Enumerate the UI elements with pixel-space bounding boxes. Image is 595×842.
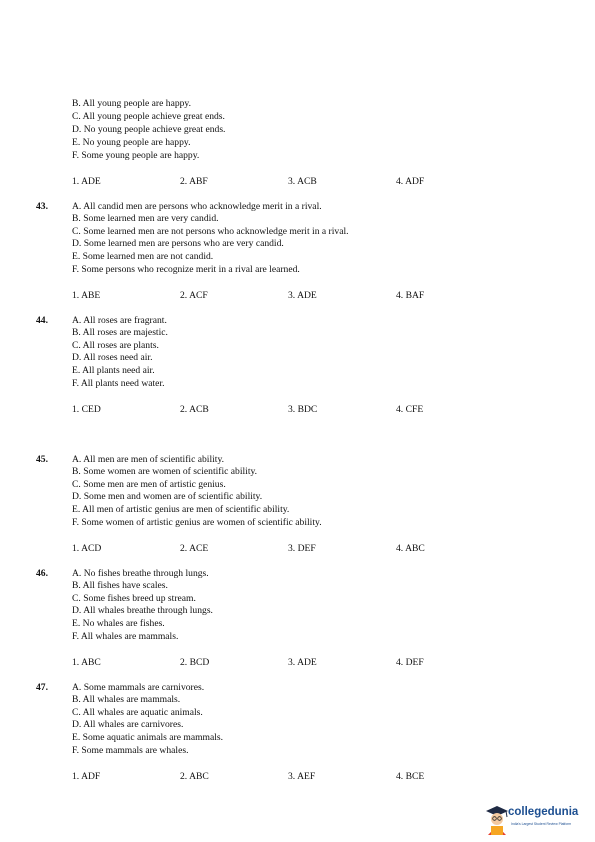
statement-e: E. No whales are fishes. (72, 618, 165, 629)
collegedunia-logo (484, 802, 592, 838)
statement-a: A. All men are men of scientific ability. (72, 454, 225, 465)
statement-c: C. All roses are plants. (72, 340, 159, 351)
statement-b: B. All roses are majestic. (72, 327, 168, 338)
option-1: 1. CED (72, 404, 101, 415)
statement-d: D. Some men and women are of scientific ability. (72, 491, 263, 502)
question-number: 43. (36, 201, 48, 212)
logo-tagline: India's Largest Student Review Platform (511, 822, 572, 826)
statement-f: F. Some young people are happy. (72, 150, 200, 161)
statement-c: C. Some fishes breed up stream. (72, 593, 196, 604)
option-1: 1. ABC (72, 657, 101, 668)
statement-b: B. Some learned men are very candid. (72, 213, 219, 224)
statement-d: D. All whales are carnivores. (72, 719, 184, 730)
option-4: 4. BCE (396, 771, 425, 782)
option-3: 3. DEF (288, 543, 316, 554)
option-1: 1. ADF (72, 771, 101, 782)
option-2: 2. ABF (180, 176, 208, 187)
statement-d: D. All whales breathe through lungs. (72, 605, 213, 616)
statement-b: B. Some women are women of scientific ability. (72, 466, 258, 477)
statement-a: A. All roses are fragrant. (72, 315, 167, 326)
option-2: 2. ACB (180, 404, 209, 415)
statement-e: E. No young people are happy. (72, 137, 191, 148)
option-3: 3. ACB (288, 176, 317, 187)
statement-f: F. All plants need water. (72, 378, 165, 389)
statement-a: A. All candid men are persons who acknowledge merit in a rival. (72, 201, 322, 212)
option-4: 4. DEF (396, 657, 424, 668)
option-1: 1. ACD (72, 543, 102, 554)
question-number: 46. (36, 568, 48, 579)
statement-c: C. Some learned men are not persons who acknowledge merit in a rival. (72, 226, 349, 237)
statement-a: A. No fishes breathe through lungs. (72, 568, 209, 579)
statement-f: F. Some mammals are whales. (72, 745, 189, 756)
option-2: 2. ACE (180, 543, 209, 554)
question-number: 47. (36, 682, 48, 693)
question-number: 45. (36, 454, 48, 465)
statement-f: F. Some women of artistic genius are women of scientific ability. (72, 517, 322, 528)
option-3: 3. BDC (288, 404, 318, 415)
statement-b: B. All whales are mammals. (72, 694, 181, 705)
statement-a: A. Some mammals are carnivores. (72, 682, 205, 693)
option-3: 3. ADE (288, 657, 317, 668)
option-2: 2. BCD (180, 657, 210, 668)
option-2: 2. ABC (180, 771, 209, 782)
statement-f: F. All whales are mammals. (72, 631, 179, 642)
statement-d: D. Some learned men are persons who are very candid. (72, 238, 284, 249)
option-1: 1. ADE (72, 176, 101, 187)
statement-e: E. All men of artistic genius are men of scientific ability. (72, 504, 290, 515)
option-4: 4. CFE (396, 404, 424, 415)
statement-f: F. Some persons who recognize merit in a rival are learned. (72, 264, 300, 275)
statement-e: E. All plants need air. (72, 365, 155, 376)
statement-d: D. No young people achieve great ends. (72, 124, 226, 135)
statement-b: B. All fishes have scales. (72, 580, 168, 591)
option-3: 3. AEF (288, 771, 316, 782)
option-4: 4. BAF (396, 290, 425, 301)
statement-e: E. Some learned men are not candid. (72, 251, 214, 262)
statement-b: B. All young people are happy. (72, 98, 192, 109)
statement-c: C. All whales are aquatic animals. (72, 707, 203, 718)
option-3: 3. ADE (288, 290, 317, 301)
logo-name: collegedunia (508, 806, 579, 818)
statement-e: E. Some aquatic animals are mammals. (72, 732, 224, 743)
option-2: 2. ACF (180, 290, 208, 301)
option-4: 4. ADF (396, 176, 425, 187)
student-mascot-icon (484, 804, 510, 836)
statement-c: C. Some men are men of artistic genius. (72, 479, 226, 490)
statement-d: D. All roses need air. (72, 352, 153, 363)
option-4: 4. ABC (396, 543, 425, 554)
statement-c: C. All young people achieve great ends. (72, 111, 225, 122)
question-number: 44. (36, 315, 48, 326)
option-1: 1. ABE (72, 290, 101, 301)
